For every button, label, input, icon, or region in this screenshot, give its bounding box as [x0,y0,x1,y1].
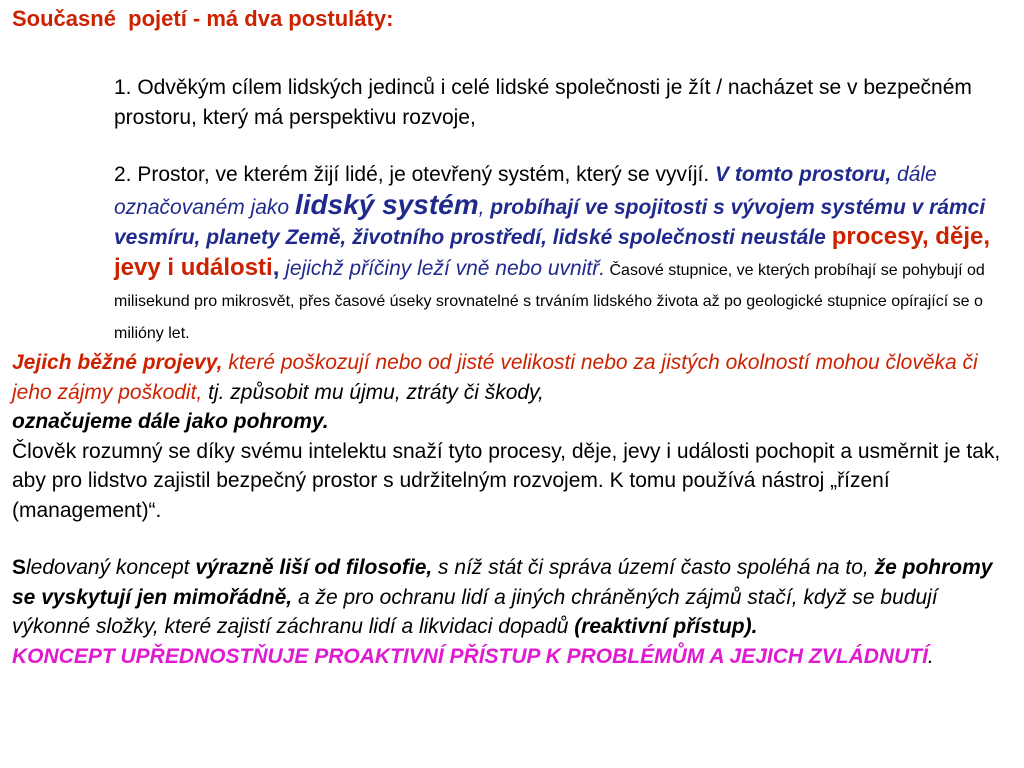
postulate-2-probihaji: probíhají ve spojitosti s vývojem systému v rámci vesmíru, planety Země, životního prostředí, lidské společnosti neustále [114,195,986,249]
slide-body [12,73,1012,671]
postulate-2-comma-2: , [272,253,280,281]
postulate-2-intro: 2. Prostor, ve kterém žijí lidé, je otevřený systém, který se vyvíjí. [114,163,716,186]
postulate-2-stupnice: Časové stupnice, ve kterých probíhají se pohybují od milisekund pro mikrosvět, přes časové úseky srovnatelné s trváním lidského života až po geologické stupnice opírající se o milióny let. [114,261,985,342]
slide-title: Současné pojetí - má dva postuláty: [12,6,394,31]
pohromy-tj: tj. způsobit mu újmu, ztráty či škody, [202,380,544,404]
postulate-2-pricina: jejichž příčiny leží vně nebo uvnitř. [279,256,606,280]
postulate-2-v-tomto: V tomto prostoru, [715,163,892,186]
pohromy-definition: označujeme dále jako pohromy. [12,410,329,433]
koncept-1: ledovaný koncept [26,556,196,579]
postulate-1-text: 1. Odvěkým cílem lidských jedinců i celé lidské společnosti je žít / nacházet se v bezpečném prostoru, který má perspektivu rozvoje, [114,76,972,129]
paragraph-proaktivni [12,642,1012,672]
koncept-initial: S [12,556,27,579]
proaktivni-text: KONCEPT UPŘEDNOSTŇUJE PROAKTIVNÍ PŘÍSTUP K PROBLÉMŮM A JEJICH ZVLÁDNUTÍ [12,644,928,668]
postulate-2-dale: dále označovaném jako [114,163,937,219]
proaktivni-period: . [927,644,934,668]
postulate-2 [12,160,1012,348]
paragraph-pohromy [12,348,1012,437]
paragraph-koncept [12,553,1012,642]
postulate-1 [12,73,1012,132]
koncept-6: (reaktivní přístup). [568,615,758,638]
koncept-2: výrazně liší od filosofie, [195,556,433,579]
postulate-2-comma: , [478,195,485,219]
koncept-5: a že pro ochranu lidí a jiných chráněných zájmů stačí, když se budují výkonné složky, které zajistí záchranu lidí a likvidaci dopadů [12,585,938,638]
spacer [12,132,1012,160]
pohromy-body: které poškozují nebo od jisté velikosti nebo za jistých okolností mohou člověka či jeho zájmy poškodit, [12,351,978,404]
postulate-2-lidsky-system: lidský systém [294,188,479,220]
koncept-4: že pohromy se vyskytují jen mimořádně, [12,556,993,609]
postulate-2-procesy: procesy, děje, jevy i události [114,223,990,281]
koncept-3: s níž stát či správa území často spoléhá na to, [432,556,869,579]
paragraph-management [12,437,1012,526]
management-text: Člověk rozumný se díky svému intelektu snaží tyto procesy, děje, jevy i události pochopit a usměrnit je tak, aby pro lidstvo zajistil bezpečný prostor s udržitelným rozvojem. K tomu používá nástroj „řízení (management)“. [12,439,1001,522]
spacer [12,525,1012,553]
pohromy-lead: Jejich běžné projevy, [12,351,223,374]
